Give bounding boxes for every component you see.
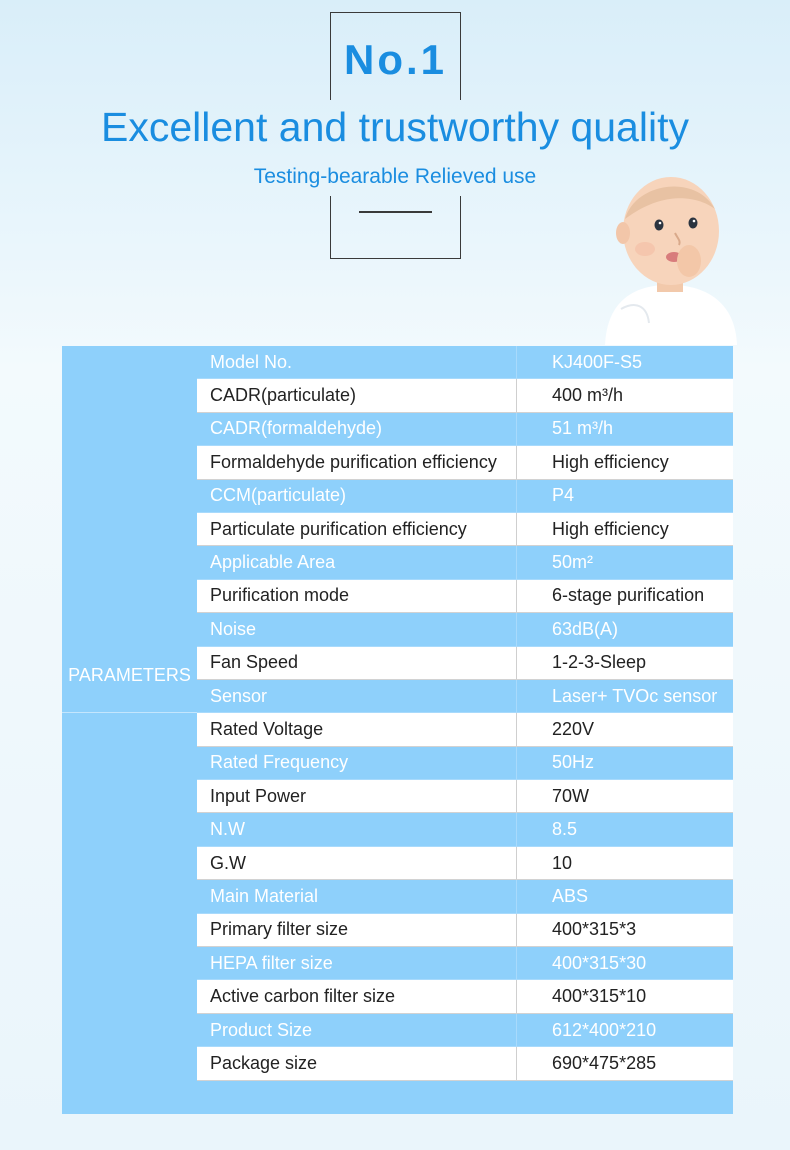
frame-bottom-line bbox=[330, 258, 461, 259]
table-row bbox=[197, 780, 733, 813]
spec-value: 50Hz bbox=[552, 752, 595, 773]
table-row bbox=[197, 446, 733, 479]
table-row bbox=[197, 413, 733, 446]
spec-value: 612*400*210 bbox=[552, 1019, 657, 1040]
table-row bbox=[197, 513, 733, 546]
parameters-label: PARAMETERS bbox=[68, 665, 191, 685]
spec-value: 400 m³/h bbox=[552, 385, 624, 406]
spec-value: 400*315*30 bbox=[552, 952, 647, 973]
table-row bbox=[197, 546, 733, 579]
baby-illustration bbox=[595, 175, 745, 345]
frame-right-bottom bbox=[460, 196, 461, 259]
table-row bbox=[197, 813, 733, 846]
spec-value: ABS bbox=[552, 885, 589, 906]
spec-value: P4 bbox=[552, 485, 575, 506]
rank-badge: No.1 bbox=[343, 36, 447, 83]
spec-name: Particulate purification efficiency bbox=[197, 513, 517, 545]
spec-name: Rated Voltage bbox=[197, 713, 517, 745]
spec-name: HEPA filter size bbox=[197, 947, 517, 979]
spec-name: Noise bbox=[197, 613, 517, 645]
table-row bbox=[197, 1047, 733, 1080]
table-row bbox=[197, 613, 733, 646]
spec-value: 50m² bbox=[552, 552, 594, 573]
spec-name: Fan Speed bbox=[197, 647, 517, 679]
spec-name: CADR(particulate) bbox=[197, 379, 517, 411]
parameters-divider bbox=[62, 712, 197, 713]
spec-name: Rated Frequency bbox=[197, 747, 517, 779]
spec-name: CCM(particulate) bbox=[197, 480, 517, 512]
spec-value: KJ400F-S5 bbox=[552, 351, 643, 372]
spec-value: 8.5 bbox=[552, 819, 578, 840]
table-row bbox=[197, 880, 733, 913]
subline-divider bbox=[359, 211, 432, 213]
table-row bbox=[197, 980, 733, 1013]
spec-name: Primary filter size bbox=[197, 914, 517, 946]
spec-value: 690*475*285 bbox=[552, 1052, 657, 1073]
spec-name: G.W bbox=[197, 847, 517, 879]
frame-left-bottom bbox=[330, 196, 331, 259]
spec-value: 10 bbox=[552, 852, 573, 873]
table-row bbox=[197, 680, 733, 713]
spec-name: Applicable Area bbox=[197, 546, 517, 578]
spec-name: Input Power bbox=[197, 780, 517, 812]
spec-name: Sensor bbox=[197, 680, 517, 712]
table-row bbox=[197, 747, 733, 780]
spec-value: Laser+ TVOc sensor bbox=[552, 685, 718, 706]
table-row bbox=[197, 713, 733, 746]
table-row bbox=[197, 1014, 733, 1047]
page-title: Excellent and trustworthy quality bbox=[101, 104, 689, 150]
spec-name: Model No. bbox=[197, 346, 517, 378]
spec-name: CADR(formaldehyde) bbox=[197, 413, 517, 445]
frame-top-line bbox=[330, 12, 461, 13]
table-row bbox=[197, 379, 733, 412]
spec-value: 70W bbox=[552, 785, 590, 806]
spec-value: 6-stage purification bbox=[552, 585, 705, 606]
spec-value: 220V bbox=[552, 718, 595, 739]
spec-name: Formaldehyde purification efficiency bbox=[197, 446, 517, 478]
spec-name: Main Material bbox=[197, 880, 517, 912]
page-subtitle: Testing-bearable Relieved use bbox=[253, 165, 537, 188]
table-row bbox=[197, 346, 733, 379]
spec-name: N.W bbox=[197, 813, 517, 845]
spec-table bbox=[197, 346, 733, 1081]
table-row bbox=[197, 847, 733, 880]
table-row bbox=[197, 647, 733, 680]
spec-name: Package size bbox=[197, 1047, 517, 1079]
spec-value: 1-2-3-Sleep bbox=[552, 652, 647, 673]
spec-value: 400*315*10 bbox=[552, 986, 647, 1007]
spec-value: High efficiency bbox=[552, 451, 669, 472]
spec-value: 400*315*3 bbox=[552, 919, 637, 940]
table-row bbox=[197, 914, 733, 947]
spec-value: 63dB(A) bbox=[552, 618, 619, 639]
table-row bbox=[197, 947, 733, 980]
spec-name: Active carbon filter size bbox=[197, 980, 517, 1012]
table-row bbox=[197, 580, 733, 613]
spec-name: Product Size bbox=[197, 1014, 517, 1046]
spec-value: High efficiency bbox=[552, 518, 669, 539]
table-row bbox=[197, 480, 733, 513]
spec-name: Purification mode bbox=[197, 580, 517, 612]
spec-value: 51 m³/h bbox=[552, 418, 614, 439]
